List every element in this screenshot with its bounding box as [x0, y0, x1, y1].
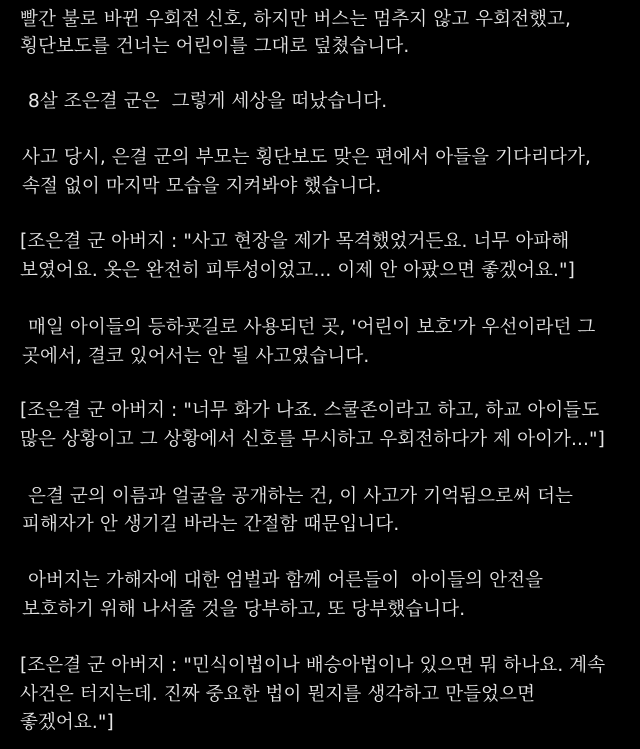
text-line: 속절 없이 마지막 모습을 지켜봐야 했습니다.: [22, 176, 382, 197]
text-line: [조은결 군 아버지 : "너무 화가 나죠. 스쿨존이라고 하고, 하교 아이들도: [14, 400, 600, 421]
text-line: 아버지는 가해자에 대한 엄벌과 함께 어른들이 아이들의 안전을: [22, 570, 544, 591]
text-line: 매일 아이들의 등하굣길로 사용되던 곳, '어린이 보호'가 우선이라던 그: [22, 317, 596, 338]
text-line: 8살 조은결 군은 그렇게 세상을 떠났습니다.: [22, 91, 388, 112]
text-line: 많은 상황이고 그 상황에서 신호를 무시하고 우회전하다가 제 아이가..."]: [14, 429, 605, 450]
text-line: 빨간 불로 바뀐 우회전 신호, 하지만 버스는 멈추지 않고 우회전했고,: [14, 9, 571, 30]
text-line: 좋겠어요."]: [14, 712, 114, 733]
text-line: 횡단보도를 건너는 어린이를 그대로 덮쳤습니다.: [14, 36, 410, 57]
text-line: 보였어요. 옷은 완전히 피투성이었고... 이제 안 아팠으면 좋겠어요."]: [14, 260, 575, 281]
text-line: 사고 당시, 은결 군의 부모는 횡단보도 맞은 편에서 아들을 기다리다가,: [16, 147, 591, 168]
text-line: 사건은 터지는데. 진짜 중요한 법이 뭔지를 생각하고 만들었으면: [14, 684, 536, 705]
text-line: 보호하기 위해 나서줄 것을 당부하고, 또 당부했습니다.: [16, 599, 466, 620]
text-line: [조은결 군 아버지 : "민식이법이나 배승아법이나 있으면 뭐 하나요. 계속: [14, 655, 606, 676]
text-line: 곳에서, 결코 있어서는 안 될 사고였습니다.: [16, 346, 370, 367]
text-line: 은결 군의 이름과 얼굴을 공개하는 건, 이 사고가 기억됨으로써 더는: [22, 486, 574, 507]
text-line: [조은결 군 아버지 : "사고 현장을 제가 목격했었거든요. 너무 아파해: [14, 231, 570, 252]
text-line: 피해자가 안 생기길 바라는 간절함 때문입니다.: [16, 514, 400, 535]
